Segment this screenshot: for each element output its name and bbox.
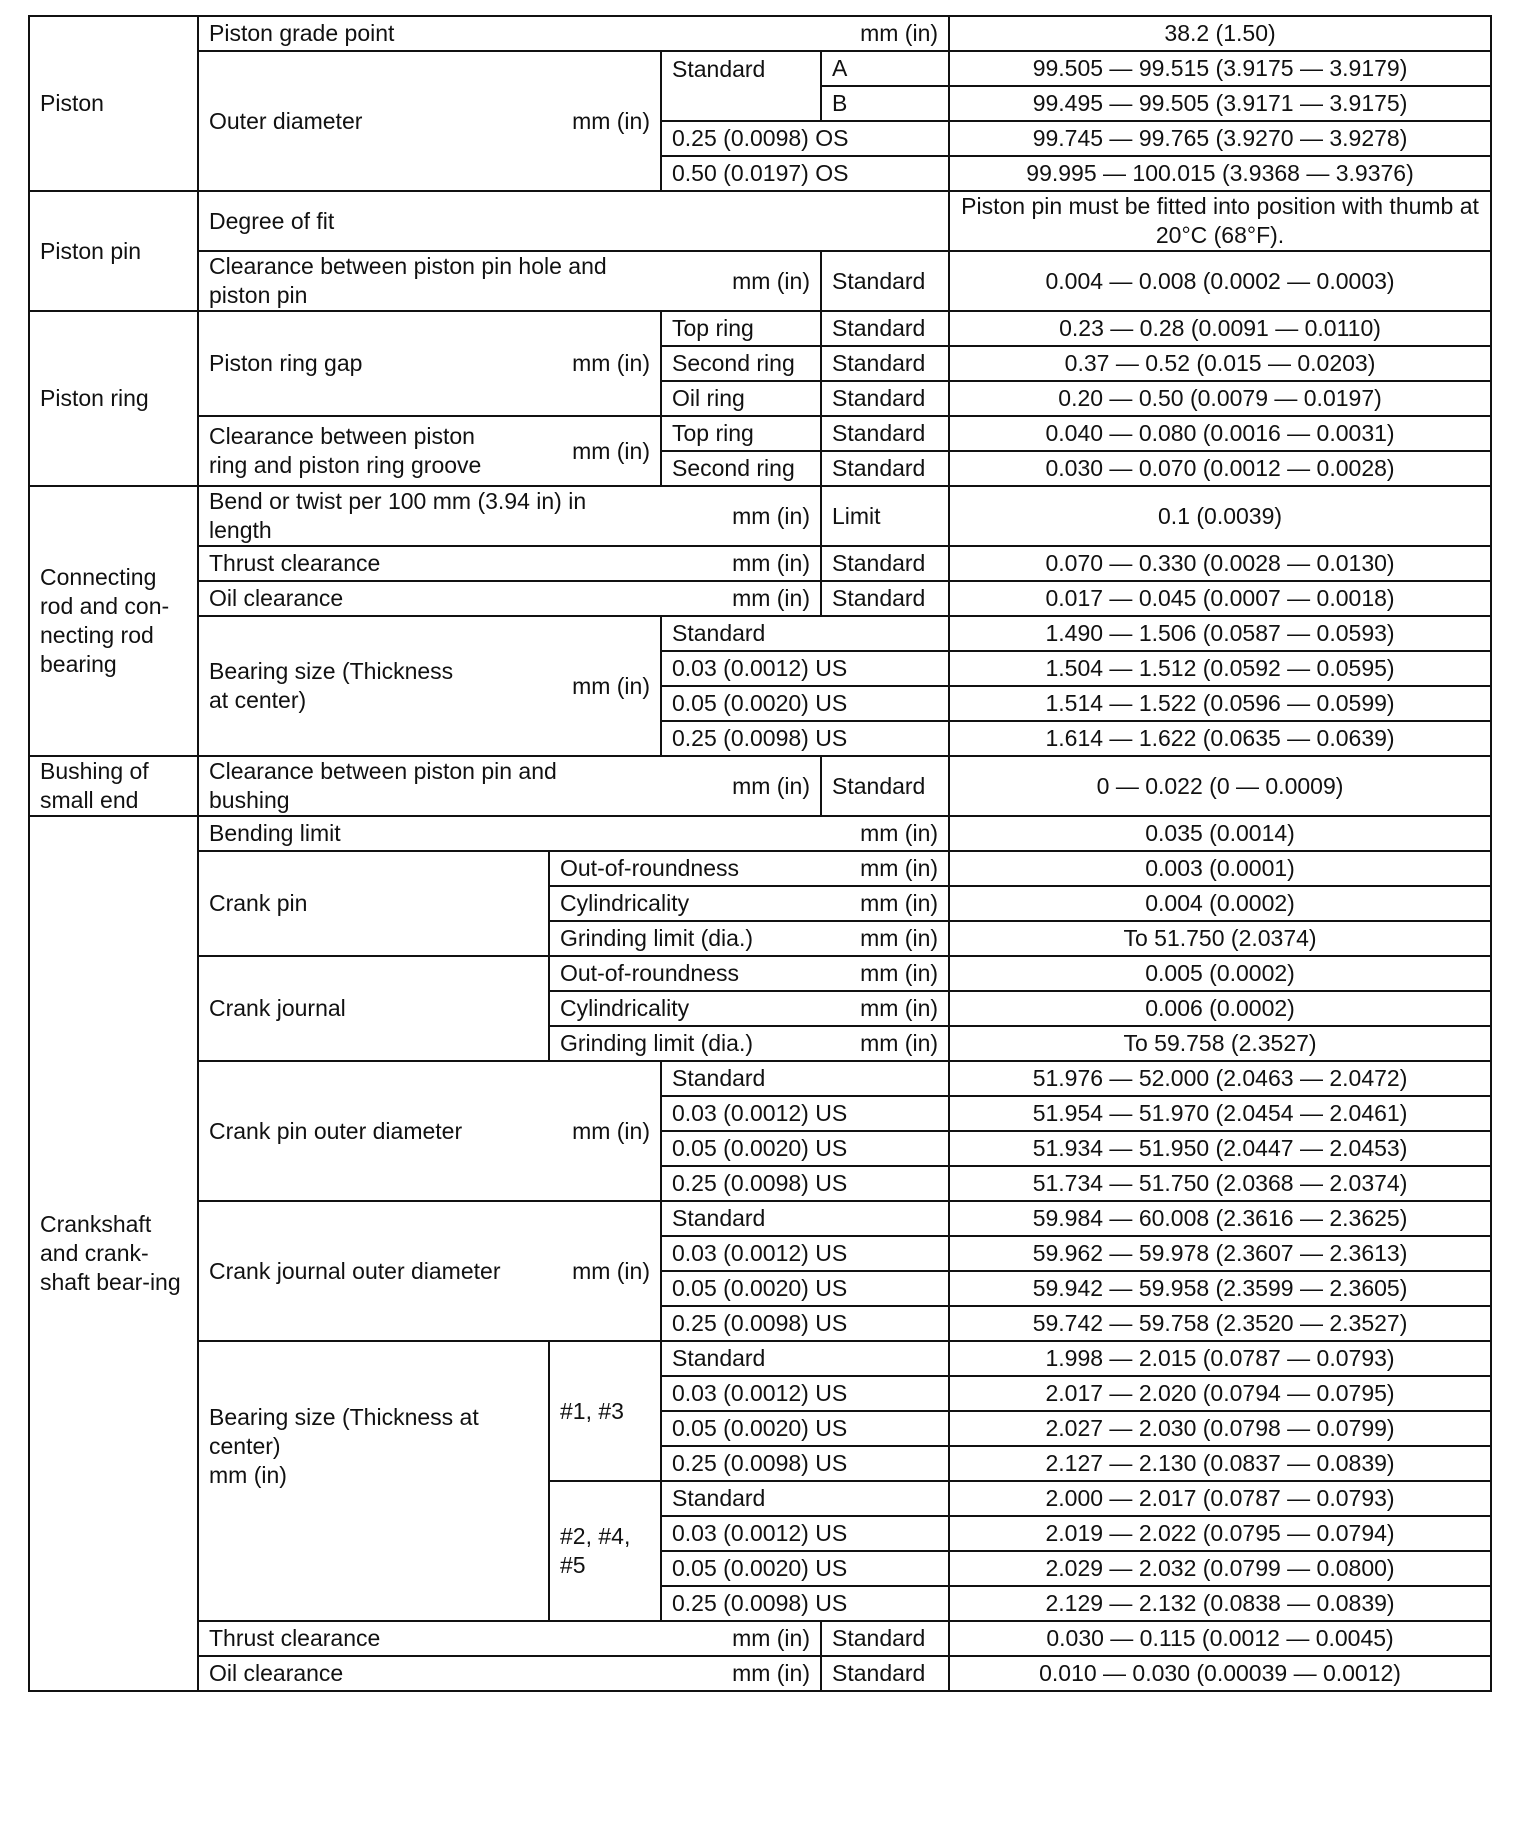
spec-value: 99.505 — 99.515 (3.9175 — 3.9179) <box>949 51 1491 86</box>
spec-value: 2.017 — 2.020 (0.0794 — 0.0795) <box>949 1376 1491 1411</box>
table-row <box>29 51 1491 86</box>
row-label: Crank pin <box>198 851 549 956</box>
type-label: Limit <box>821 486 949 546</box>
table-row <box>29 1656 1491 1691</box>
grade-label: 0.25 (0.0098) US <box>661 1446 949 1481</box>
grade-label: 0.25 (0.0098) US <box>661 1166 949 1201</box>
table-row <box>29 1061 1491 1096</box>
grade-label: Standard <box>661 1481 949 1516</box>
table-row <box>29 311 1491 346</box>
grade-label: 0.03 (0.0012) US <box>661 1516 949 1551</box>
item-label: Grinding limit (dia.) mm (in) <box>549 1026 949 1061</box>
grade-label: 0.03 (0.0012) US <box>661 1376 949 1411</box>
section-label: Piston <box>29 16 198 191</box>
row-label: Crank journal <box>198 956 549 1061</box>
ring-label: Second ring <box>661 346 821 381</box>
spec-value: 1.614 — 1.622 (0.0635 — 0.0639) <box>949 721 1491 756</box>
type-label: Standard <box>821 251 949 311</box>
spec-value: 59.984 — 60.008 (2.3616 — 2.3625) <box>949 1201 1491 1236</box>
spec-value: 99.995 — 100.015 (3.9368 — 3.9376) <box>949 156 1491 191</box>
type-label: Standard <box>821 381 949 416</box>
grade-label: 0.03 (0.0012) US <box>661 1096 949 1131</box>
grade-label: 0.05 (0.0020) US <box>661 1131 949 1166</box>
spec-value: To 51.750 (2.0374) <box>949 921 1491 956</box>
ring-label: Oil ring <box>661 381 821 416</box>
type-label: Standard <box>821 346 949 381</box>
row-label: Crank journal outer diameter mm (in) <box>198 1201 661 1341</box>
spec-value: 0.23 — 0.28 (0.0091 — 0.0110) <box>949 311 1491 346</box>
table-row <box>29 1341 1491 1376</box>
spec-value: 0.070 — 0.330 (0.0028 — 0.0130) <box>949 546 1491 581</box>
type-label: Standard <box>821 756 949 816</box>
spec-value: 0.20 — 0.50 (0.0079 — 0.0197) <box>949 381 1491 416</box>
spec-value: 0.030 — 0.115 (0.0012 — 0.0045) <box>949 1621 1491 1656</box>
spec-value: 0.040 — 0.080 (0.0016 — 0.0031) <box>949 416 1491 451</box>
row-label: Bend or twist per 100 mm (3.94 in) in length mm (in) <box>198 486 821 546</box>
table-row <box>29 416 1491 451</box>
journal-group-label: #1, #3 <box>549 1341 661 1481</box>
grade-label: 0.25 (0.0098) OS <box>661 121 949 156</box>
row-label: Thrust clearance mm (in) <box>198 546 821 581</box>
item-label: Cylindricality mm (in) <box>549 886 949 921</box>
grade-label: 0.03 (0.0012) US <box>661 1236 949 1271</box>
spec-value: 0.005 (0.0002) <box>949 956 1491 991</box>
grade-label: Standard <box>661 616 949 651</box>
spec-value: 51.734 — 51.750 (2.0368 — 2.0374) <box>949 1166 1491 1201</box>
journal-group-label: #2, #4, #5 <box>549 1481 661 1621</box>
table-row <box>29 546 1491 581</box>
grade-label: 0.05 (0.0020) US <box>661 1551 949 1586</box>
spec-value: 0.004 (0.0002) <box>949 886 1491 921</box>
spec-value: 2.129 — 2.132 (0.0838 — 0.0839) <box>949 1586 1491 1621</box>
grade-label: Standard <box>661 1201 949 1236</box>
type-label: Standard <box>821 311 949 346</box>
ring-label: Second ring <box>661 451 821 486</box>
table-row <box>29 16 1491 51</box>
spec-value: 0.1 (0.0039) <box>949 486 1491 546</box>
row-label: Bending limit mm (in) <box>198 816 949 851</box>
spec-value: 0.017 — 0.045 (0.0007 — 0.0018) <box>949 581 1491 616</box>
spec-value: 0.010 — 0.030 (0.00039 — 0.0012) <box>949 1656 1491 1691</box>
section-label: Piston ring <box>29 311 198 486</box>
row-label: Bearing size (Thickness at center) mm (in) <box>198 616 661 756</box>
grade-label: Standard <box>661 1341 949 1376</box>
item-label: Out-of-roundness mm (in) <box>549 851 949 886</box>
row-label: Oil clearance mm (in) <box>198 1656 821 1691</box>
spec-value: 0.006 (0.0002) <box>949 991 1491 1026</box>
spec-table <box>28 15 1492 1692</box>
grade-label: 0.05 (0.0020) US <box>661 1411 949 1446</box>
spec-value: 51.976 — 52.000 (2.0463 — 2.0472) <box>949 1061 1491 1096</box>
grade-label: B <box>821 86 949 121</box>
spec-value: 99.495 — 99.505 (3.9171 — 3.9175) <box>949 86 1491 121</box>
row-label: Clearance between piston pin and bushing mm (in) <box>198 756 821 816</box>
row-label: Crank pin outer diameter mm (in) <box>198 1061 661 1201</box>
item-label: Out-of-roundness mm (in) <box>549 956 949 991</box>
table-row <box>29 1201 1491 1236</box>
type-label: Standard <box>821 1621 949 1656</box>
grade-label: 0.05 (0.0020) US <box>661 1271 949 1306</box>
spec-value: 59.942 — 59.958 (2.3599 — 2.3605) <box>949 1271 1491 1306</box>
row-label: Clearance between piston ring and piston ring groove mm (in) <box>198 416 661 486</box>
table-row <box>29 956 1491 991</box>
spec-value: 0 — 0.022 (0 — 0.0009) <box>949 756 1491 816</box>
spec-value: 2.000 — 2.017 (0.0787 — 0.0793) <box>949 1481 1491 1516</box>
item-label: Cylindricality mm (in) <box>549 991 949 1026</box>
table-row <box>29 581 1491 616</box>
table-row <box>29 251 1491 311</box>
spec-value: Piston pin must be fitted into position with thumb at 20°C (68°F). <box>949 191 1491 251</box>
row-label: Degree of fit <box>198 191 949 251</box>
grade-label: A <box>821 51 949 86</box>
grade-label: Standard <box>661 1061 949 1096</box>
spec-value: 59.742 — 59.758 (2.3520 — 2.3527) <box>949 1306 1491 1341</box>
type-label: Standard <box>821 416 949 451</box>
row-label: Bearing size (Thickness at center) mm (in) <box>198 1341 549 1621</box>
spec-value: 1.490 — 1.506 (0.0587 — 0.0593) <box>949 616 1491 651</box>
spec-value: 2.027 — 2.030 (0.0798 — 0.0799) <box>949 1411 1491 1446</box>
spec-value: 1.504 — 1.512 (0.0592 — 0.0595) <box>949 651 1491 686</box>
section-label: Connecting rod and con-necting rod bearing <box>29 486 198 756</box>
spec-value: 59.962 — 59.978 (2.3607 — 2.3613) <box>949 1236 1491 1271</box>
table-row <box>29 486 1491 546</box>
spec-value: 38.2 (1.50) <box>949 16 1491 51</box>
grade-label: 0.25 (0.0098) US <box>661 1306 949 1341</box>
grade-label: 0.50 (0.0197) OS <box>661 156 949 191</box>
row-label: Thrust clearance mm (in) <box>198 1621 821 1656</box>
spec-value: 99.745 — 99.765 (3.9270 — 3.9278) <box>949 121 1491 156</box>
row-label: Outer diameter mm (in) <box>198 51 661 191</box>
ring-label: Top ring <box>661 416 821 451</box>
ring-label: Top ring <box>661 311 821 346</box>
spec-value: 2.019 — 2.022 (0.0795 — 0.0794) <box>949 1516 1491 1551</box>
grade-label: 0.25 (0.0098) US <box>661 721 949 756</box>
table-row <box>29 616 1491 651</box>
row-label: Oil clearance mm (in) <box>198 581 821 616</box>
spec-value: 51.934 — 51.950 (2.0447 — 2.0453) <box>949 1131 1491 1166</box>
table-row <box>29 191 1491 251</box>
row-label: Piston ring gap mm (in) <box>198 311 661 416</box>
table-row <box>29 1621 1491 1656</box>
section-label: Bushing of small end <box>29 756 198 816</box>
spec-value: 0.003 (0.0001) <box>949 851 1491 886</box>
type-label: Standard <box>821 1656 949 1691</box>
spec-value: 0.030 — 0.070 (0.0012 — 0.0028) <box>949 451 1491 486</box>
section-label: Piston pin <box>29 191 198 311</box>
table-row <box>29 851 1491 886</box>
grade-label: Standard <box>661 51 821 121</box>
spec-value: 2.029 — 2.032 (0.0799 — 0.0800) <box>949 1551 1491 1586</box>
item-label: Grinding limit (dia.) mm (in) <box>549 921 949 956</box>
grade-label: 0.05 (0.0020) US <box>661 686 949 721</box>
spec-value: 0.37 — 0.52 (0.015 — 0.0203) <box>949 346 1491 381</box>
table-row <box>29 756 1491 816</box>
row-label: Clearance between piston pin hole and piston pin mm (in) <box>198 251 821 311</box>
spec-value: 0.035 (0.0014) <box>949 816 1491 851</box>
section-label: Crankshaft and crank-shaft bear-ing <box>29 816 198 1691</box>
grade-label: 0.25 (0.0098) US <box>661 1586 949 1621</box>
type-label: Standard <box>821 581 949 616</box>
spec-value: 1.514 — 1.522 (0.0596 — 0.0599) <box>949 686 1491 721</box>
row-label: Piston grade point mm (in) <box>198 16 949 51</box>
grade-label: 0.03 (0.0012) US <box>661 651 949 686</box>
table-row <box>29 816 1491 851</box>
spec-value: 51.954 — 51.970 (2.0454 — 2.0461) <box>949 1096 1491 1131</box>
spec-value: To 59.758 (2.3527) <box>949 1026 1491 1061</box>
spec-value: 0.004 — 0.008 (0.0002 — 0.0003) <box>949 251 1491 311</box>
spec-value: 1.998 — 2.015 (0.0787 — 0.0793) <box>949 1341 1491 1376</box>
spec-value: 2.127 — 2.130 (0.0837 — 0.0839) <box>949 1446 1491 1481</box>
type-label: Standard <box>821 546 949 581</box>
type-label: Standard <box>821 451 949 486</box>
